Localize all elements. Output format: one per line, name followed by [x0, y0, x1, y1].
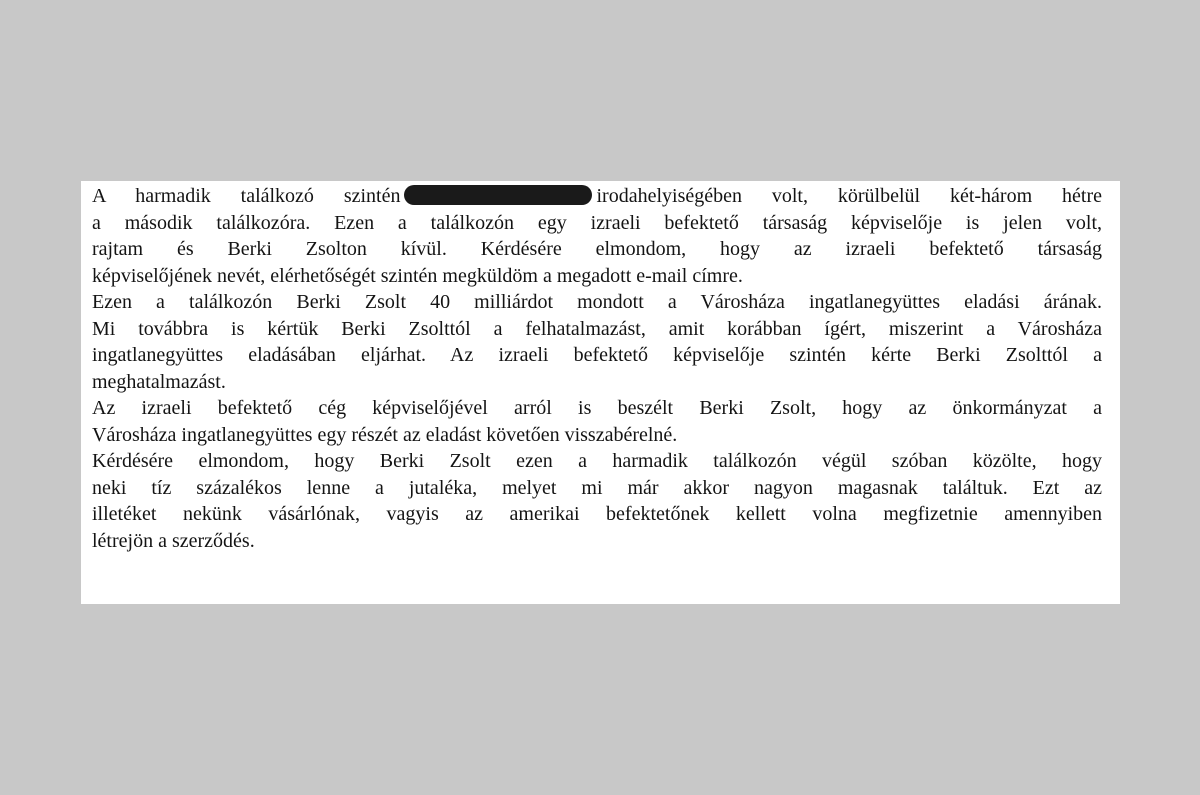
text-line — [92, 183, 1102, 210]
text-segment: Városháza ingatlanegyüttes egy részét az eladást követően visszabérelné. — [92, 423, 678, 446]
redaction-block — [404, 185, 592, 205]
text-segment: Ezen a találkozón Berki Zsolt 40 milliárdot mondott a Városháza ingatlanegyüttes eladási árának. — [92, 291, 1102, 313]
text-segment: illetéket nekünk vásárlónak, vagyis az amerikai befektetőnek kellett volna megfizetnie amennyiben — [92, 503, 1102, 525]
text-line — [92, 342, 1102, 369]
text-line — [92, 475, 1102, 502]
text-segment: A harmadik találkozó szintén — [92, 185, 401, 207]
text-line — [92, 501, 1102, 528]
text-line — [92, 422, 1102, 449]
text-line — [92, 210, 1102, 237]
text-segment: képviselőjének nevét, elérhetőségét szintén megküldöm a megadott e-mail címre. — [92, 264, 743, 287]
text-segment: ingatlanegyüttes eladásában eljárhat. Az izraeli befektető képviselője szintén kérte Berki Zsolttól a — [92, 344, 1102, 366]
text-line — [92, 395, 1102, 422]
text-segment: Mi továbbra is kértük Berki Zsolttól a felhatalmazást, amit korábban ígért, miszerint a Városháza — [92, 317, 1102, 340]
text-segment: Az izraeli befektető cég képviselőjével arról is beszélt Berki Zsolt, hogy az önkormányzat a — [92, 397, 1102, 419]
text-line — [92, 289, 1102, 316]
text-segment: rajtam és Berki Zsolton kívül. Kérdésére elmondom, hogy az izraeli befektető társaság — [92, 238, 1102, 260]
text-segment: létrejön a szerződés. — [92, 529, 255, 552]
document-excerpt — [81, 181, 1120, 604]
text-segment: irodahelyiségében volt, körülbelül két-három hétre — [596, 185, 1102, 207]
text-line — [92, 448, 1102, 475]
text-line — [92, 316, 1102, 343]
text-segment: Kérdésére elmondom, hogy Berki Zsolt ezen a harmadik találkozón végül szóban közölte, hogy — [92, 450, 1102, 472]
text-segment: a második találkozóra. Ezen a találkozón egy izraeli befektető társaság képviselője is jelen volt, — [92, 211, 1102, 234]
text-line — [92, 236, 1102, 263]
text-segment: neki tíz százalékos lenne a jutaléka, melyet mi már akkor nagyon magasnak találtuk. Ezt az — [92, 476, 1102, 499]
text-line — [92, 263, 1102, 290]
text-line — [92, 369, 1102, 396]
text-segment: meghatalmazást. — [92, 370, 226, 393]
text-line — [92, 528, 1102, 555]
